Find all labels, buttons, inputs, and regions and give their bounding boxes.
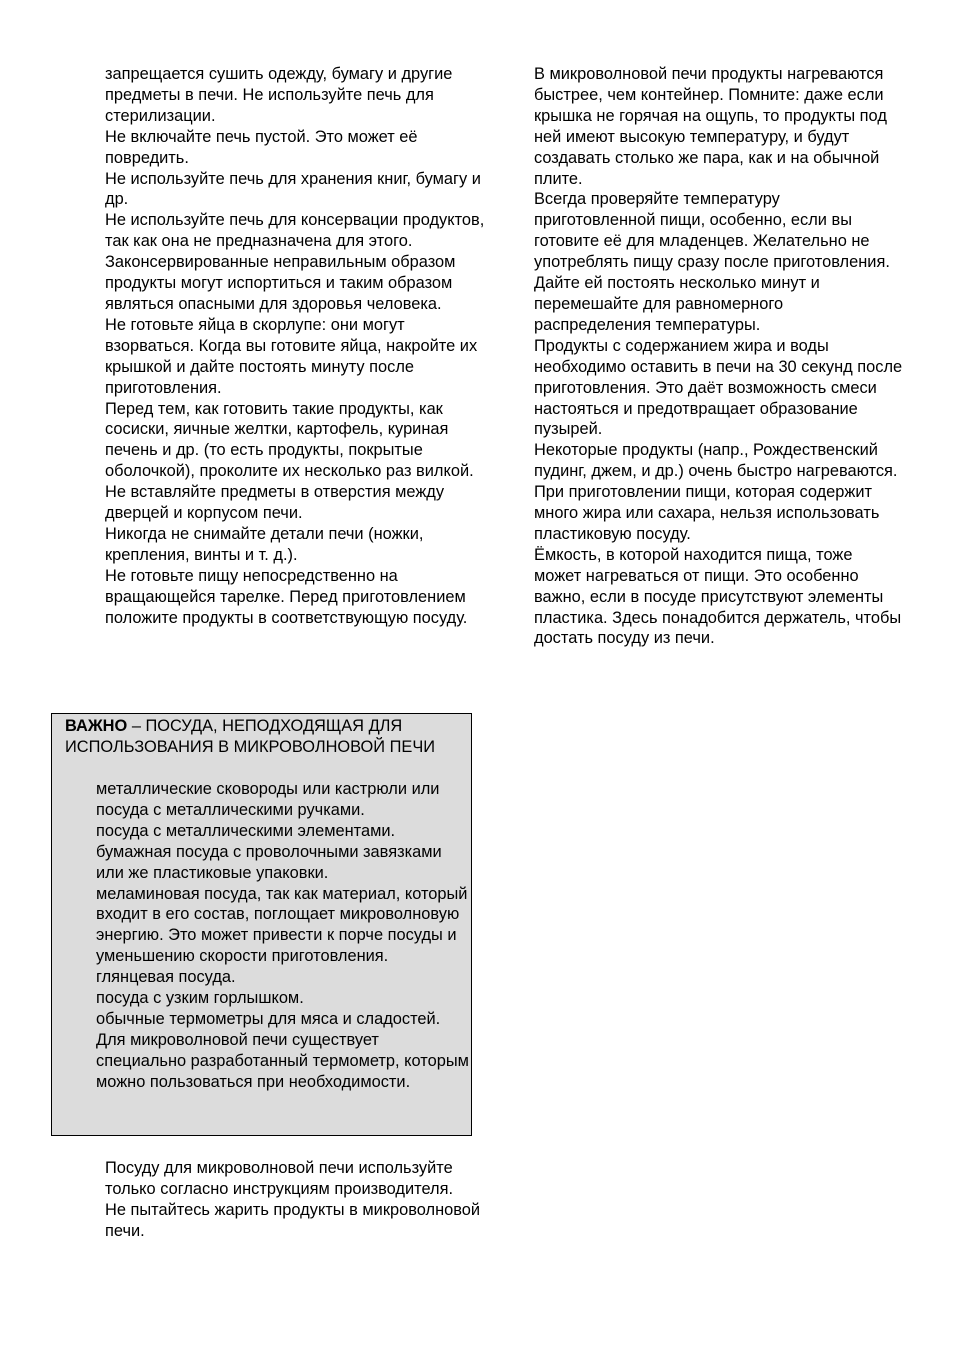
list-item: глянцевая посуда.	[96, 968, 236, 987]
paragraph-no-canning: Не используйте печь для консервации продуктов, так как она не предназначена для этого. Законсервированные неправильным образом продукты могут испортиться и таким образом являться опасными для здоровья человека.	[105, 211, 485, 313]
paragraph-no-eggs-in-shell: Не готовьте яйца в скорлупе: они могут взорваться. Когда вы готовите яйца, накройте их крышкой и дайте постоять минуту после приготовления.	[105, 315, 478, 397]
paragraph-no-storage: Не используйте печь для хранения книг, бумагу и др.	[105, 169, 481, 209]
unsuitable-cookware-list	[96, 779, 471, 1093]
paragraph-standing-time: Продукты с содержанием жира и воды необходимо оставить в печи на 30 секунд после приготовления. Это даёт возможность смеси настояться и предотвращает образование пузырей.	[534, 336, 903, 439]
paragraph-check-temperature: Всегда проверяйте температуру приготовленной пищи, особенно, если вы готовите её для младенцев. Желательно не употреблять пищу сразу после приготовления. Дайте ей постоять несколько минут и перемешайте для равномерного распределения температуры.	[534, 190, 890, 334]
paragraph-container-heats: Ёмкость, в которой находится пища, тоже может нагреваться от пищи. Это особенно важно, если в посуде присутствуют элементы пластика. Здесь понадобится держатель, чтобы достать посуду из печи.	[534, 545, 902, 648]
paragraph-no-objects-in-gaps: Не вставляйте предметы в отверстия между дверцей и корпусом печи.	[105, 483, 445, 523]
left-bottom-instructions	[105, 1158, 485, 1242]
paragraph-fast-heating-foods: Некоторые продукты (напр., Рождественский пудинг, джем, и др.) очень быстро нагреваются. При приготовлении пищи, которая содержит много жира или сахара, нельзя использовать пластиковую посуду.	[534, 441, 898, 543]
warning-box-title	[65, 716, 465, 758]
list-item: обычные термометры для мяса и сладостей. Для микроволновой печи существует специально разработанный термометр, которым можно пользоваться при необходимости.	[96, 1009, 469, 1091]
warning-title-text: – ПОСУДА, НЕПОДХОДЯЩАЯ ДЛЯ ИСПОЛЬЗОВАНИЯ В МИКРОВОЛНОВОЙ ПЕЧИ	[65, 717, 436, 756]
list-item: металлические сковороды или кастрюли или посуда с металлическими ручками.	[96, 780, 440, 819]
list-item: меламиновая посуда, так как материал, который входит в его состав, поглощает микроволновую энергию. Это может привести к порче посуды и уменьшению скорости приготовления.	[96, 884, 468, 966]
right-column-heating-notes	[534, 64, 904, 649]
paragraph-pierce-skins: Перед тем, как готовить такие продукты, как сосиски, яичные желтки, картофель, куриная печень и др. (то есть продукты, покрытые оболочкой), проколите их несколько раз вилкой.	[105, 399, 474, 481]
paragraph-no-frying: Не пытайтесь жарить продукты в микроволновой печи.	[105, 1200, 481, 1240]
list-item: посуда с металлическими элементами.	[96, 821, 396, 840]
unsuitable-cookware-warning-box	[51, 713, 472, 1136]
paragraph-follow-manufacturer: Посуду для микроволновой печи используйте только согласно инструкциям производителя.	[105, 1159, 454, 1198]
list-item: бумажная посуда с проволочными завязками или же пластиковые упаковки.	[96, 842, 442, 882]
list-item: посуда с узким горлышком.	[96, 989, 304, 1008]
warning-title-important: ВАЖНО	[65, 717, 128, 735]
paragraph-no-disassembly: Никогда не снимайте детали печи (ножки, крепления, винты и т. д.).	[105, 524, 424, 564]
paragraph-food-heats-faster: В микроволновой печи продукты нагреваются быстрее, чем контейнер. Помните: даже если крышка не горячая на ощупь, то продукты под ней имеют высокую температуру, и будут создавать столько же пара, как и на обычной плите.	[534, 65, 887, 188]
paragraph-use-proper-dishes: Не готовьте пищу непосредственно на вращающейся тарелке. Перед приготовлением положите продукты в соответствующую посуду.	[105, 566, 468, 627]
paragraph-no-empty-operation: Не включайте печь пустой. Это может её повредить.	[105, 127, 418, 167]
paragraph-no-drying: запрещается сушить одежду, бумагу и другие предметы в печи. Не используйте печь для стерилизации.	[105, 65, 453, 125]
left-column-safety-instructions	[105, 64, 485, 628]
